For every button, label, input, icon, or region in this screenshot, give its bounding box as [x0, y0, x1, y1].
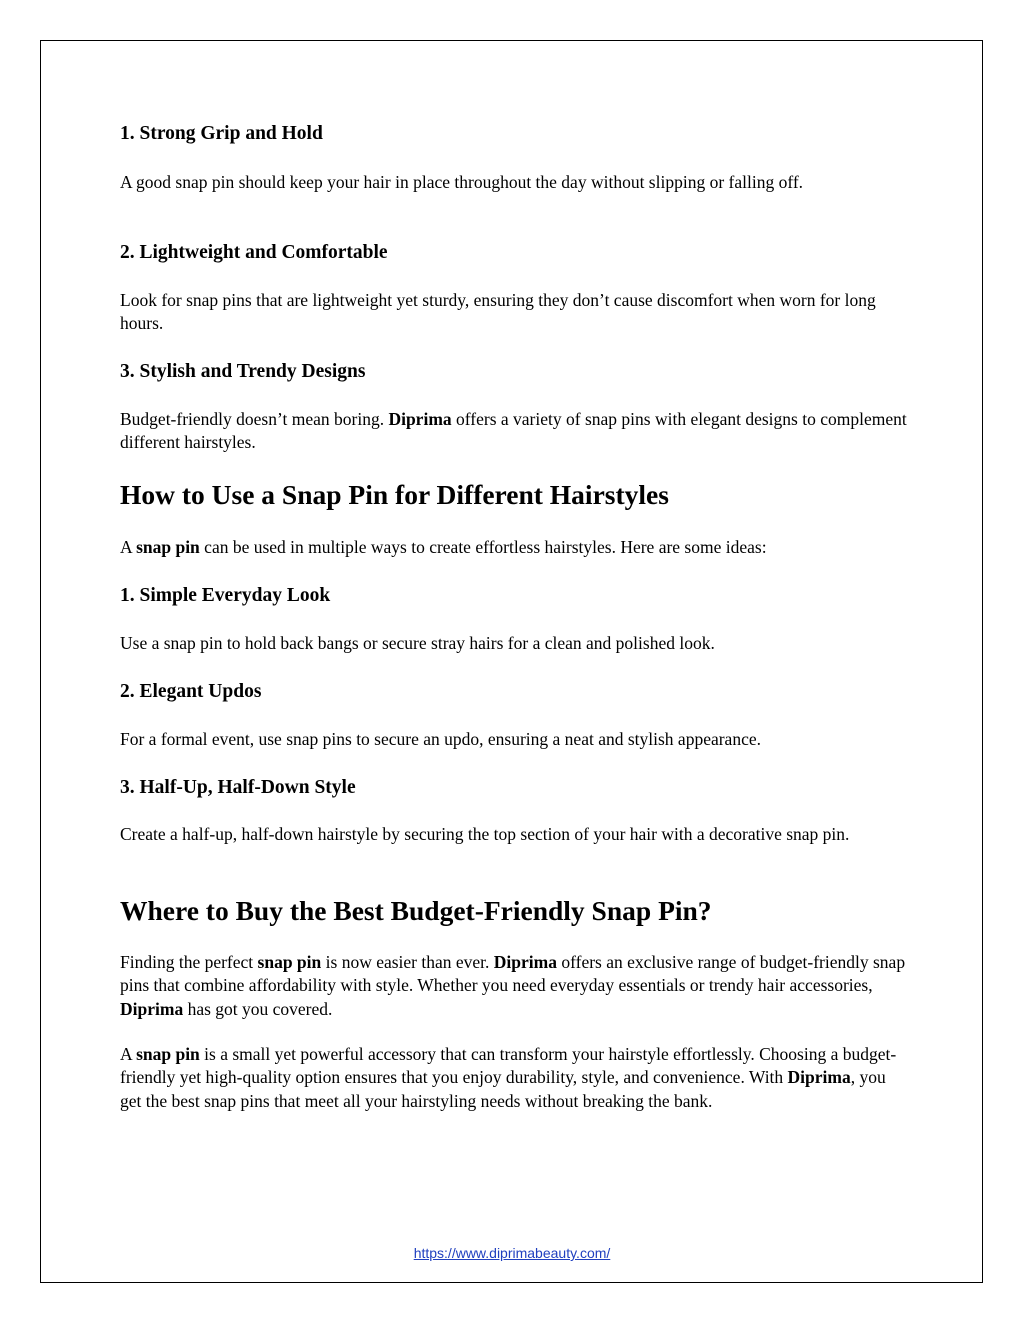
keyword-snap-pin: snap pin	[136, 1044, 200, 1064]
heading-how-to-use: How to Use a Snap Pin for Different Hairstyles	[120, 479, 669, 510]
section-heading-half-up: 3. Half-Up, Half-Down Style	[120, 777, 356, 798]
section-text-lightweight: Look for snap pins that are lightweight yet sturdy, ensuring they don’t cause discomfort when worn for long hours.	[120, 290, 876, 334]
section-text-stylish: Budget-friendly doesn’t mean boring. Diprima offers a variety of snap pins with elegant designs to complement different hairstyles.	[120, 409, 907, 453]
footer	[0, 1244, 1024, 1262]
buy-paragraph-2: A snap pin is a small yet powerful accessory that can transform your hairstyle effortlessly. Choosing a budget-friendly yet high-quality option ensures that you enjoy durability, style, and convenience. With Diprima, you get the best snap pins that meet all your hairstyling needs without breaking the bank.	[120, 1044, 897, 1111]
brand-name: Diprima	[493, 952, 557, 972]
buy-paragraph-1: Finding the perfect snap pin is now easier than ever. Diprima offers an exclusive range of budget-friendly snap pins that combine affordability with style. Whether you need everyday essentials or trendy hair accessories, Diprima has got you covered.	[120, 952, 906, 1019]
brand-name: Diprima	[388, 409, 452, 429]
section-heading-everyday-look: 1. Simple Everyday Look	[120, 585, 331, 606]
brand-name: Diprima	[120, 998, 184, 1019]
keyword-snap-pin: snap pin	[136, 537, 200, 557]
keyword-snap-pin: snap pin	[257, 952, 322, 972]
section-heading-lightweight: 2. Lightweight and Comfortable	[120, 242, 388, 263]
section-heading-stylish: 3. Stylish and Trendy Designs	[120, 361, 366, 382]
howto-intro: A snap pin can be used in multiple ways to create effortless hairstyles. Here are some ideas:	[120, 537, 767, 557]
section-text-half-up: Create a half-up, half-down hairstyle by securing the top section of your hair with a decorative snap pin.	[120, 824, 850, 844]
section-heading-strong-grip: 1. Strong Grip and Hold	[120, 123, 323, 144]
section-heading-elegant-updos: 2. Elegant Updos	[120, 681, 262, 702]
website-link[interactable]: https://www.diprimabeauty.com/	[413, 1245, 611, 1261]
section-text-elegant-updos: For a formal event, use snap pins to secure an updo, ensuring a neat and stylish appearance.	[120, 729, 761, 749]
heading-where-to-buy: Where to Buy the Best Budget-Friendly Snap Pin?	[120, 895, 712, 926]
section-text-everyday-look: Use a snap pin to hold back bangs or secure stray hairs for a clean and polished look.	[120, 633, 715, 653]
section-text-strong-grip: A good snap pin should keep your hair in place throughout the day without slipping or falling off.	[120, 172, 804, 192]
brand-name: Diprima	[787, 1067, 851, 1088]
